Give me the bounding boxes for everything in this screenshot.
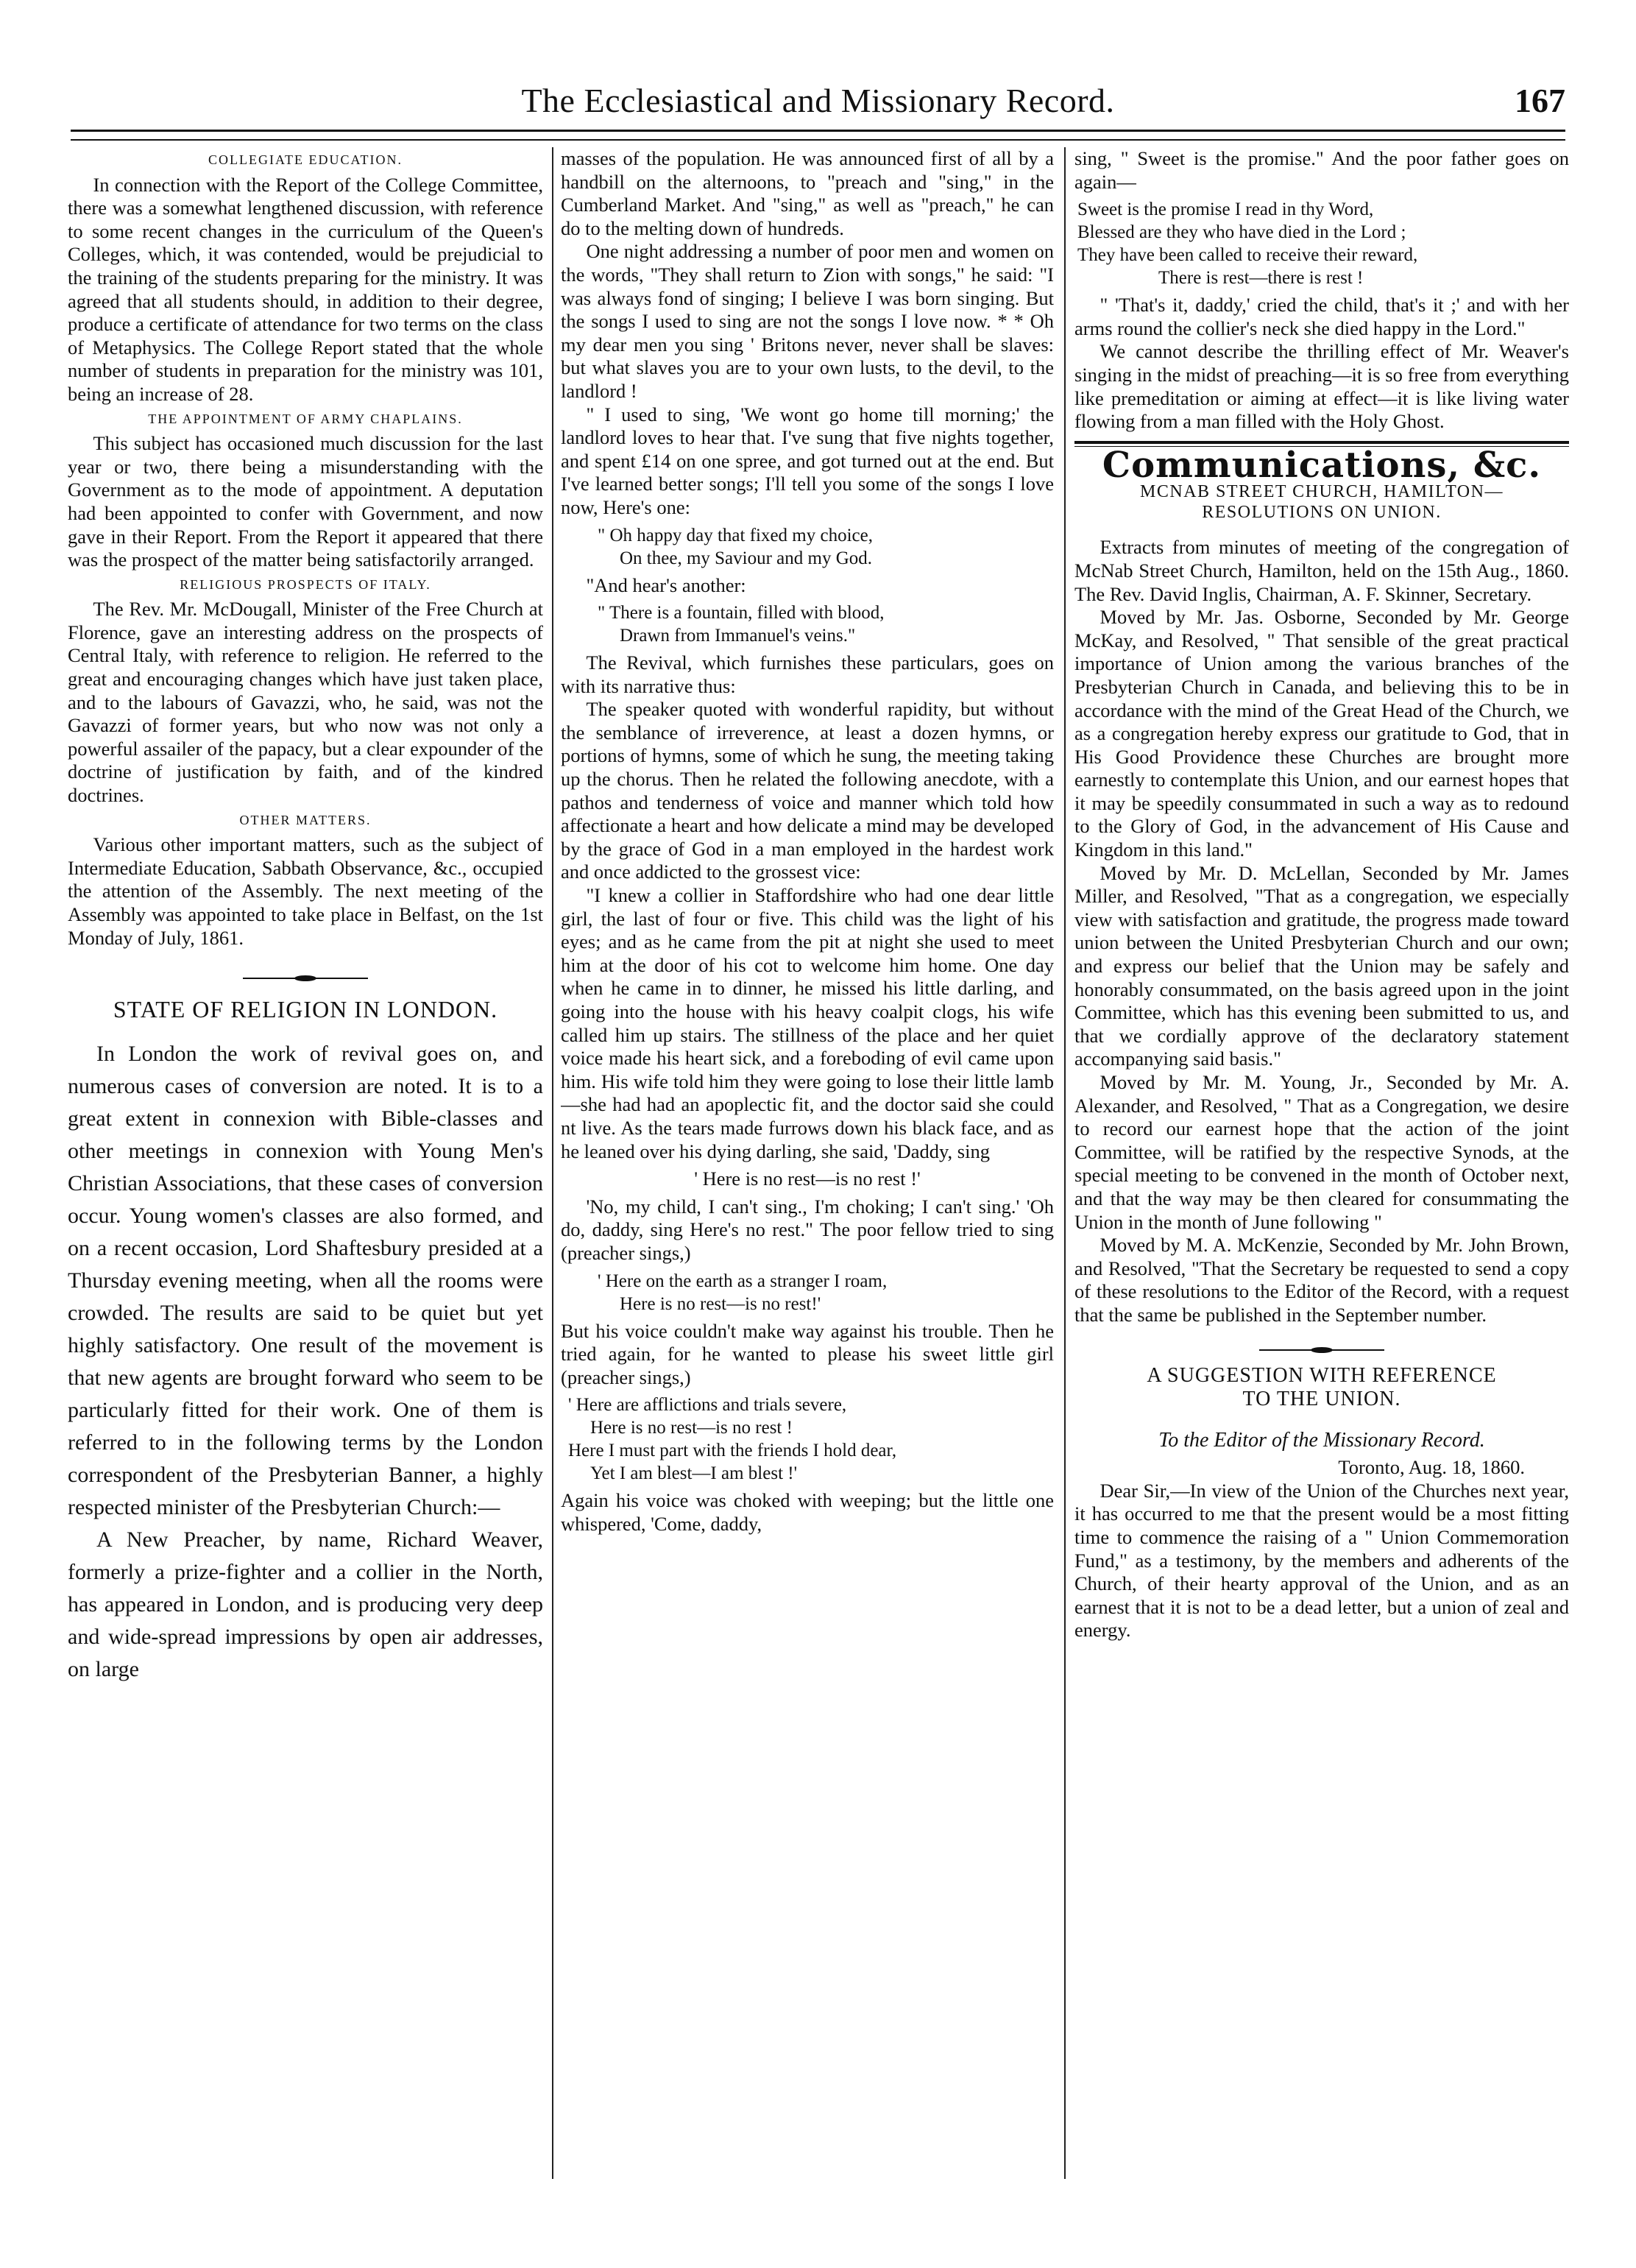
verse-oh-happy-day <box>598 524 1054 570</box>
verse-stranger <box>598 1270 1054 1315</box>
verse-no-rest: ' Here is no rest—is no rest !' <box>694 1167 921 1190</box>
verse-fountain <box>598 601 1054 647</box>
subhead-collegiate-education: COLLEGIATE EDUCATION. <box>208 152 403 167</box>
paragraph-col2-1: masses of the population. He was announced first of all by a handbill on the alternoons, to "preach and "sing," in the Cumberland Market. And "sing," as well as "preach," he can do to the melting down of hundreds. <box>561 147 1054 239</box>
paragraph-col2-8: 'No, my child, I can't sing., I'm choking; I can't sing.' 'Oh do, daddy, sing Here's no rest." The poor fellow tried to sing (preacher sings,) <box>561 1195 1054 1264</box>
paragraph-col3-5: Moved by Mr. Jas. Osborne, Seconded by Mr. George McKay, and Resolved, " That sensible of the great practical importance of Union among the various branches of the Presbyterian Church in Canada, and believing this to be in accordance with the mind of the Great Head of the Church, we as a congregation hereby express our gratitude to God, that in His Good Providence these Churches are brought more earnestly to contemplate this Union, and our earnest hopes that it may be speedily consummated in such a way as to redound to the Glory of God, in the advancement of His Cause and Kingdom in this land." <box>1074 606 1569 861</box>
paragraph-col2-10: Again his voice was choked with weeping; but the little one whispered, 'Come, daddy, <box>561 1489 1054 1535</box>
column-3 <box>1074 147 1569 2179</box>
paragraph-col3-1: sing, " Sweet is the promise." And the poor father goes on again— <box>1074 147 1569 193</box>
verse-line: They have been called to receive their reward, <box>1077 245 1418 266</box>
subhead-other-matters: OTHER MATTERS. <box>239 812 372 827</box>
verse-line: Blessed are they who have died in the Lord ; <box>1077 222 1406 243</box>
verse-line: Here I must part with the friends I hold dear, <box>568 1441 897 1461</box>
paragraph-col2-4: "And hear's another: <box>586 573 746 596</box>
paragraph-other-matters: Various other important matters, such as the subject of Intermediate Education, Sabbath Observance, &c., occupied the attention of the Assembly. The next meeting of the Assembly was appointed to take place in Belfast, on the 1st Monday of July, 1861. <box>68 833 543 949</box>
suggestion-heading-line-1: A SUGGESTION WITH REFERENCE <box>1147 1363 1497 1387</box>
verse-line: ' Here are afflictions and trials severe, <box>568 1395 847 1416</box>
suggestion-heading <box>1074 1364 1569 1411</box>
suggestion-heading-line-2: TO THE UNION. <box>1242 1387 1401 1410</box>
mcnab-heading-line-2: RESOLUTIONS ON UNION. <box>1202 503 1442 523</box>
verse-sweet-promise <box>1077 198 1569 289</box>
paragraph-collegiate: In connection with the Report of the College Committee, there was a somewhat lengthened discussion, with reference to some recent changes in the curriculum of the Queen's Colleges, which, it was contended, would be prejudicial to the training of the students preparing for the ministry. It was agreed that all students should, in addition to their degree, produce a certificate of attendance for two terms on the class of Metaphysics. The College Report stated that the whole number of students in preparation for the ministry was 101, being an increase of 28. <box>68 173 543 405</box>
paragraph-col2-9: But his voice couldn't make way against his trouble. Then he tried again, for he wanted to please his sweet little girl (preacher sings,) <box>561 1319 1054 1388</box>
paragraph-col2-3: " I used to sing, 'We wont go home till morning;' the landlord loves to hear that. I've sung that five nights together, and spent £14 on one spree, and got turned out at the end. But I've learned better songs; I'll tell you some of the songs I love now, Here's one: <box>561 403 1054 518</box>
paragraph-london-2: A New Preacher, by name, Richard Weaver, formerly a prize-fighter and a collier in the North, has appeared in London, and is producing very deep and wide-spread impressions by open air addresses, on large <box>68 1527 543 1681</box>
paragraph-col3-3: We cannot describe the thrilling effect of Mr. Weaver's singing in the midst of preaching—it is so free from everything like premeditation or aiming at effect—it is like living water flowing from a man filled with the Holy Ghost. <box>1074 340 1569 433</box>
paragraph-col2-7: "I knew a collier in Staffordshire who had one dear little girl, the last of four or five. This child was the light of his eyes; and as he came from the pit at night she used to meet him at the door of his cot to welcome him home. One day when he came in to dinner, he missed his little darling, and going into the house with his heavy coalpit clogs, his wife called him up stairs. The stillness of the place and her quiet voice made his heart sick, and a foreboding of evil came upon him. His wife told him they were going to lose their little lamb—she had had an apoplectic fit, and the doctor said she could nt live. As the tears made furrows down his black face, and as he leaned over his dying darling, she said, 'Daddy, sing <box>561 884 1054 1162</box>
verse-line: Here is no rest—is no rest ! <box>590 1418 793 1438</box>
verse-line: Yet I am blest—I am blest !' <box>590 1463 798 1484</box>
verse-line: Sweet is the promise I read in thy Word, <box>1077 199 1374 220</box>
verse-line: " There is a fountain, filled with blood, <box>598 603 885 623</box>
paragraph-chaplains: This subject has occasioned much discussion for the last year or two, there being a misunderstanding with the Government as to the mode of appointment. A deputation had been appointed to confer with Government, and now gave in their Report. From the Report it appeared that there was the prospect of the matter being satisfactorily arranged. <box>68 432 543 571</box>
column-2 <box>561 147 1054 2179</box>
section-ornament <box>1259 1346 1384 1354</box>
verse-afflictions <box>568 1393 1054 1485</box>
verse-line: " Oh happy day that fixed my choice, <box>598 525 873 545</box>
mcnab-heading-line-1: MCNAB STREET CHURCH, HAMILTON— <box>1140 482 1504 502</box>
paragraph-col3-4: Extracts from minutes of meeting of the congregation of McNab Street Church, Hamilton, held on the 15th Aug., 1860. The Rev. David Inglis, Chairman, A. F. Skinner, Secretary. <box>1074 536 1569 605</box>
subhead-italy: RELIGIOUS PROSPECTS OF ITALY. <box>180 576 431 592</box>
to-editor-line: To the Editor of the Missionary Record. <box>1158 1428 1485 1452</box>
dateline: Toronto, Aug. 18, 1860. <box>1338 1456 1525 1479</box>
london-article-body <box>68 1038 543 1686</box>
column-divider-2 <box>1064 147 1066 2179</box>
masthead <box>71 81 1565 134</box>
page-number: 167 <box>1515 82 1565 119</box>
header-rule <box>71 130 1565 141</box>
paragraph-col3-9: Dear Sir,—In view of the Union of the Churches next year, it has occurred to me that the present would be a most fitting time to commence the raising of a " Union Commemoration Fund," as a testimony, by the members and adherents of the Church, of their hearty approval of the Union, and as an earnest that it is not to be a dead letter, but a union of zeal and energy. <box>1074 1479 1569 1642</box>
verse-line: There is rest—there is rest ! <box>1158 268 1364 289</box>
mcnab-heading <box>1074 481 1569 523</box>
paragraph-col2-6: The speaker quoted with wonderful rapidity, but without the semblance of irreverence, at least a dozen hymns, or portions of hymns, some of which he sung, the meeting taking up the chorus. Then he related the following anecdote, with a pathos and tenderness of voice and manner which told how affectionate a heart and how delicate a mind may be developed by the grace of God in a man employed in the hardest work and once addicted to the grossest vice: <box>561 698 1054 883</box>
paragraph-col3-8: Moved by M. A. McKenzie, Seconded by Mr. John Brown, and Resolved, "That the Secretary be requested to send a copy of these resolutions to the Editor of the Record, with a request that the same be published in the September number. <box>1074 1234 1569 1326</box>
paragraph-col2-5: The Revival, which furnishes these particulars, goes on with its narrative thus: <box>561 651 1054 697</box>
column-divider-1 <box>552 147 553 2179</box>
publication-title: The Ecclesiastical and Missionary Record. <box>521 82 1115 119</box>
verse-line: Drawn from Immanuel's veins." <box>620 626 856 646</box>
paragraph-col3-7: Moved by Mr. M. Young, Jr., Seconded by Mr. A. Alexander, and Resolved, " That as a Congregation, we desire to record our earnest hope that the action of the joint Committee, will be ratified by the respective Synods, at the special meeting to be convened in the month of October next, and that the way may be then cleared for consummating the Union in the month of June following " <box>1074 1071 1569 1233</box>
paragraph-italy: The Rev. Mr. McDougall, Minister of the Free Church at Florence, gave an interesting address on the prospects of Central Italy, with reference to religion. He referred to the great and encouraging changes which have just taken place, and to the labours of Gavazzi, who, he said, was not the Gavazzi of former years, but who now was not only a powerful assailer of the papacy, but a clear expounder of the doctrine of justification by faith, and of the kindred doctrines. <box>68 598 543 807</box>
column-1 <box>68 147 543 2179</box>
section-ornament <box>243 975 368 982</box>
subhead-army-chaplains: THE APPOINTMENT OF ARMY CHAPLAINS. <box>148 411 463 426</box>
verse-line: On thee, my Saviour and my God. <box>620 548 873 568</box>
paragraph-col3-6: Moved by Mr. D. McLellan, Seconded by Mr. James Miller, and Resolved, "That as a congregation, we especially view with satisfaction and gratitude, the progress made toward union between the United Presbyterian Church and our own; and express our belief that the Union may be safely and honorably consummated, on the basis agreed upon in the joint Committee, which has this evening been submitted to us, and that we cordially approve of the declaratory statement accompanying said basis." <box>1074 861 1569 1070</box>
paragraph-london-1: In London the work of revival goes on, and numerous cases of conversion are noted. It is to a great extent in connexion with Bible-classes and other meetings in connexion with Young Men's Christian Associations, that these cases of conversion occur. Young women's classes are also formed, and on a recent occasion, Lord Shaftesbury presided at a Thursday evening meeting, when all the rooms were crowded. The results are said to be quiet but yet highly satisfactory. One result of the movement is that new agents are brought forward who seem to be particularly fitted for their work. One of them is referred to in the following terms by the London correspondent of the Presbyterian Banner, a highly respected minister of the Presbyterian Church:— <box>68 1041 543 1519</box>
verse-line: ' Here on the earth as a stranger I roam, <box>598 1271 888 1291</box>
paragraph-col2-2: One night addressing a number of poor men and women on the words, "They shall return to Zion with songs," he said: "I was always fond of singing; I believe I was born singing. But the songs I used to sing are not the songs I love now. * * Oh my dear men you sing ' Britons never, never shall be slaves: but what slaves you are to your own lusts, to the devil, to the landlord ! <box>561 240 1054 402</box>
communications-heading: Communications, &c. <box>1102 444 1542 486</box>
verse-line: Here is no rest—is no rest!' <box>620 1293 821 1314</box>
section-title-london: STATE OF RELIGION IN LONDON. <box>113 996 498 1023</box>
paragraph-col3-2: " 'That's it, daddy,' cried the child, that's it ;' and with her arms round the collier's neck she died happy in the Lord." <box>1074 294 1569 339</box>
